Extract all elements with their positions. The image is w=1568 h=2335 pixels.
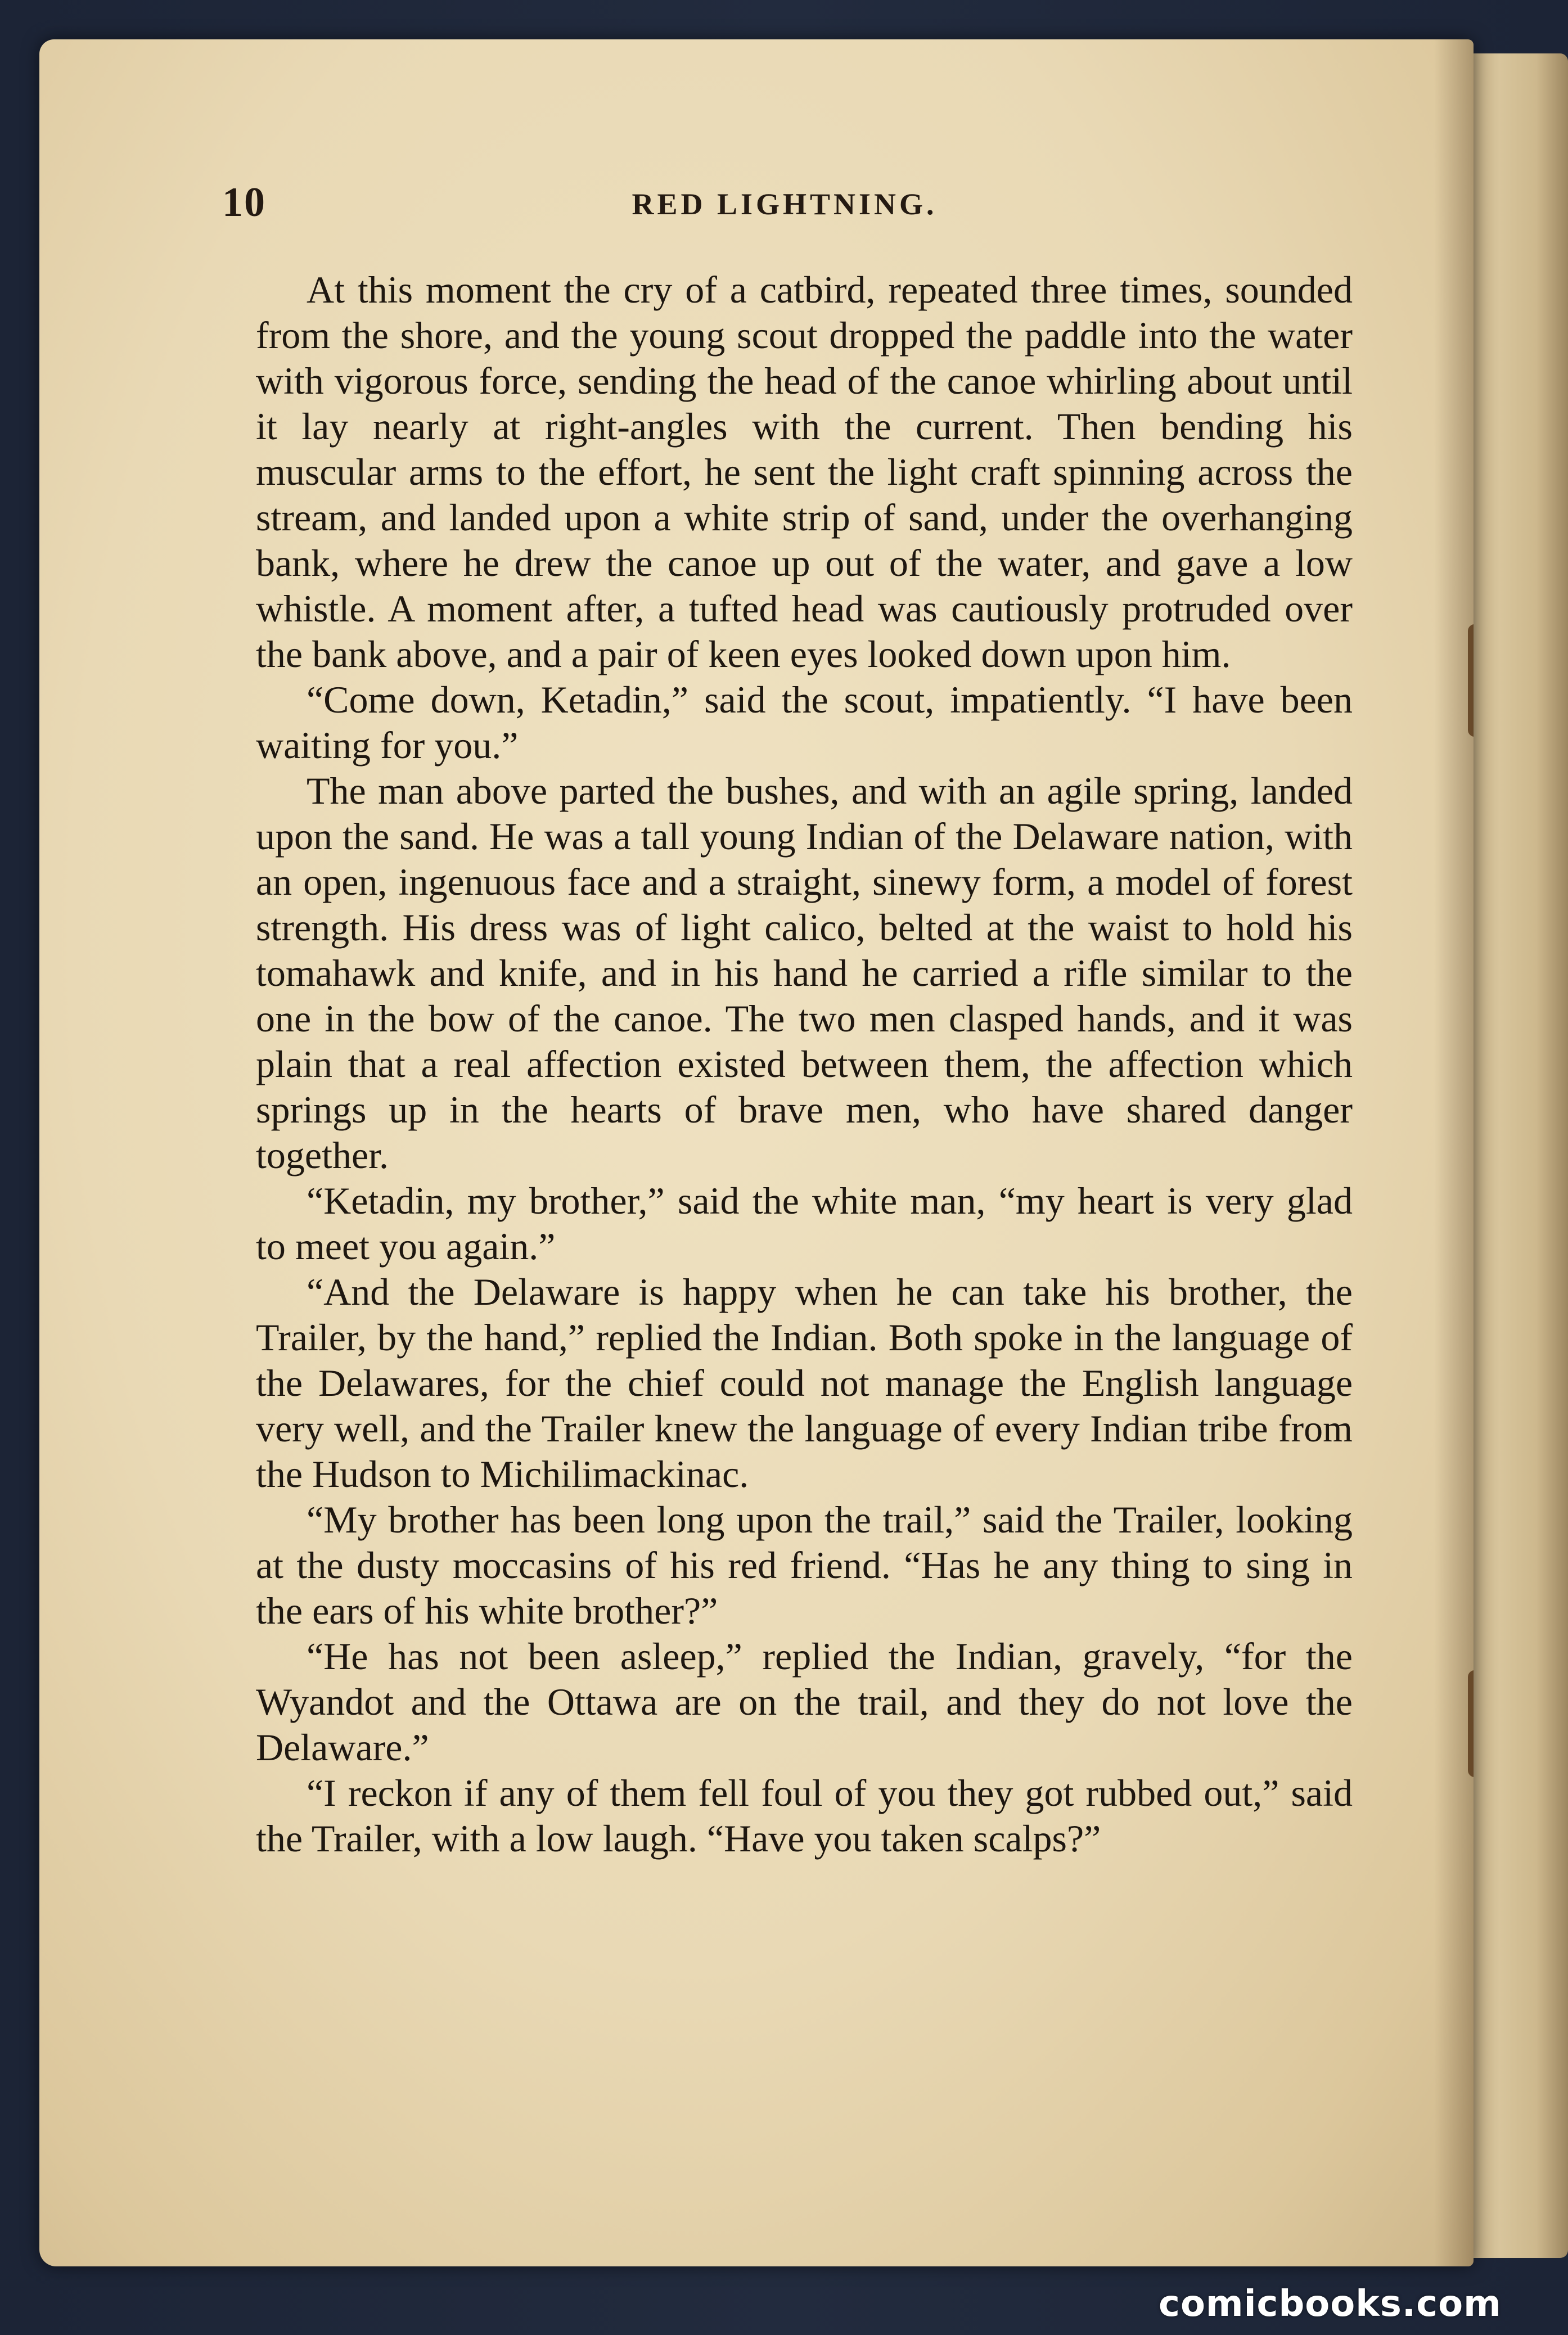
paragraph: At this moment the cry of a catbird, repeated three times, sounded from the shore, and the young scout dropped the paddle into the water with vigorous force, sending the head of the canoe whirling about until it lay nearly at right-angles with the current. Then bending his muscular arms to the effort, he sent the light craft spinning across the stream, and landed upon a white strip of sand, under the overhanging bank, where he drew the canoe up out of the water, and gave a low whistle. A moment after, a tufted head was cautiously protruded over the bank above, and a pair of keen eyes looked down upon him. [256,268,1353,675]
body-text [256,267,1353,1861]
paragraph: The man above parted the bushes, and with an agile spring, landed upon the sand. He was a tall young Indian of the Delaware nation, with an open, ingenuous face and a straight, sinewy form, a model of forest strength. His dress was of light calico, belted at the waist to hold his tomahawk and knife, and in his hand he carried a rifle similar to the one in the bow of the canoe. The two men clasped hands, and it was plain that a real affection existed between them, the affection which springs up in the hearts of brave men, who have shared danger together. [256,769,1353,1176]
page-spine-shadow [1434,39,1474,2266]
adjacent-page-edge [1462,53,1568,2258]
page-number: 10 [222,179,266,226]
running-head [222,179,1347,229]
paragraph: “Come down, Ketadin,” said the scout, impatiently. “I have been waiting for you.” [256,678,1353,767]
paragraph: “And the Delaware is happy when he can take his brother, the Trailer, by the hand,” replied the Indian. Both spoke in the language of the Delawares, for the chief could not manage the English language very well, and the Trailer knew the language of every Indian tribe from the Hudson to Michilimackinac. [256,1270,1353,1495]
book-title: RED LIGHTNING. [632,187,938,221]
binding-tear-lower [1468,1670,1474,1777]
paragraph: “My brother has been long upon the trail,” said the Trailer, looking at the dusty moccasins of his red friend. “Has he any thing to sing in the ears of his white brother?” [256,1498,1353,1632]
binding-tear-upper [1468,624,1474,737]
watermark: comicbooks.com [1159,2283,1502,2325]
paragraph: “Ketadin, my brother,” said the white man, “my heart is very glad to meet you again.” [256,1179,1353,1268]
paragraph: “He has not been asleep,” replied the Indian, gravely, “for the Wyandot and the Ottawa are on the trail, and they do not love the Delaware.” [256,1635,1353,1769]
paragraph: “I reckon if any of them fell foul of you they got rubbed out,” said the Trailer, with a low laugh. “Have you taken scalps?” [256,1771,1353,1860]
